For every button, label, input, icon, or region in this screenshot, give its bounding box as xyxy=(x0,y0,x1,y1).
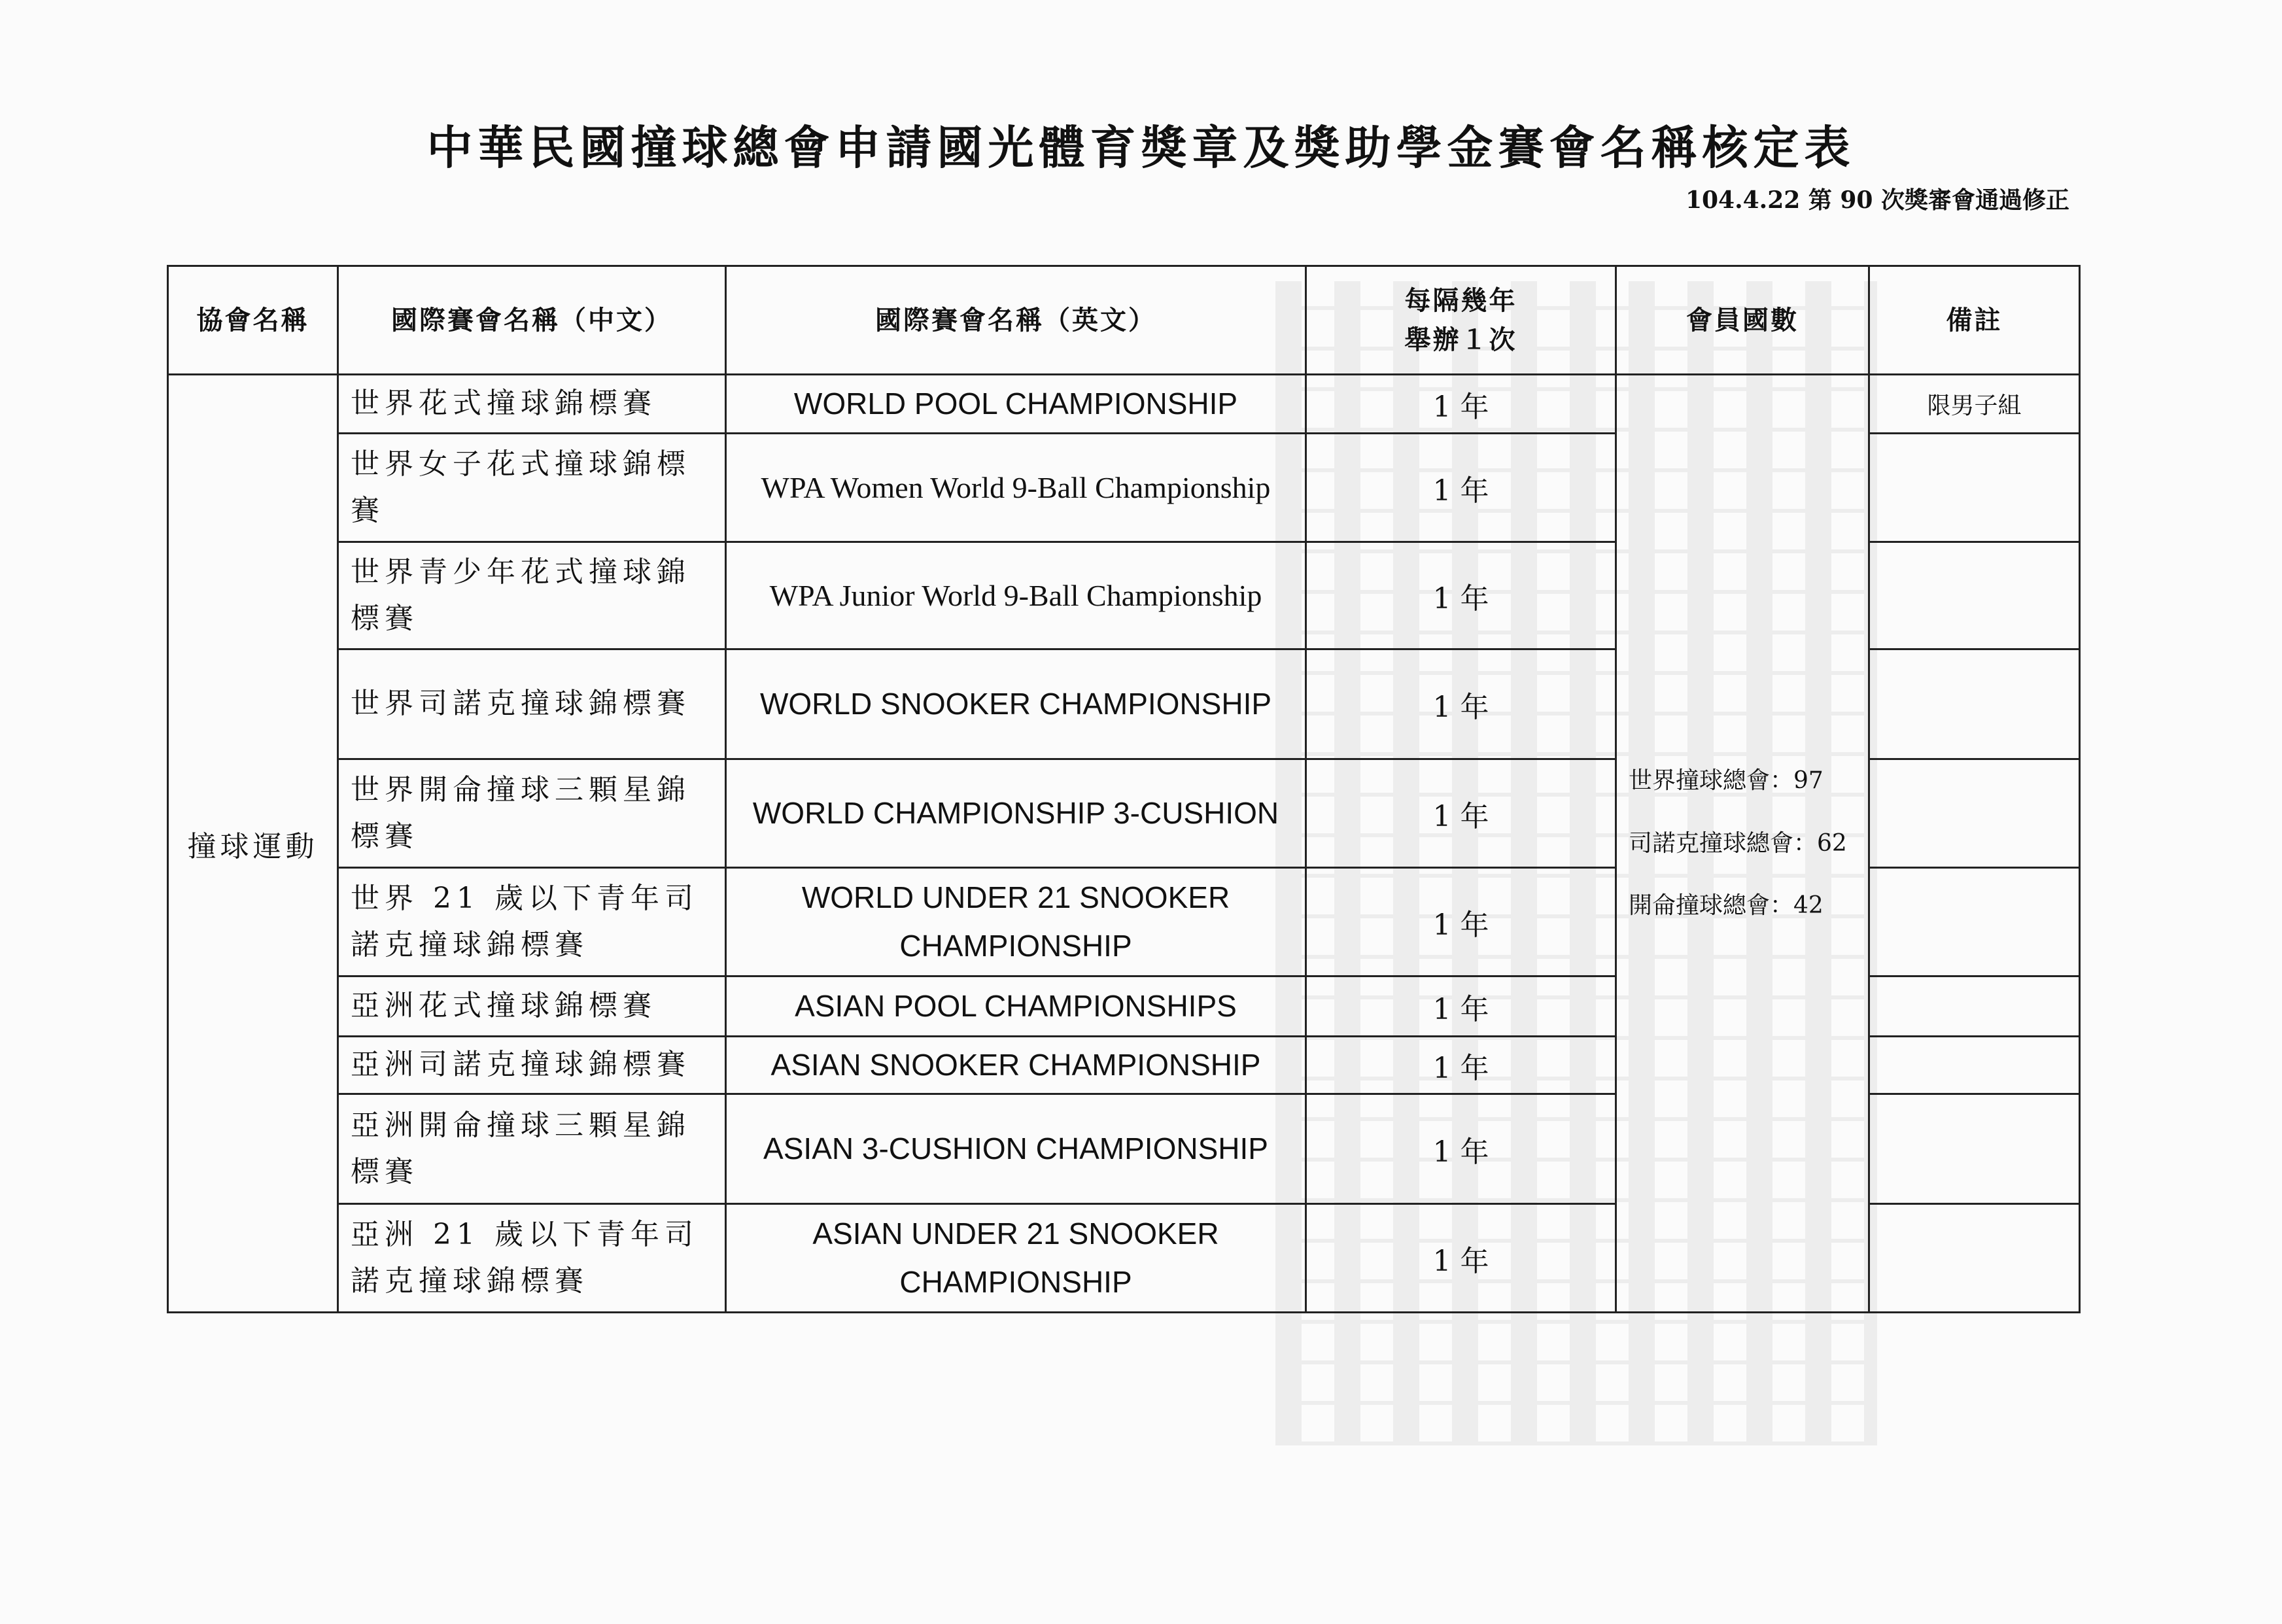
event-frequency: 1 年 xyxy=(1306,1204,1616,1313)
event-name-zh: 世界開侖撞球三顆星錦標賽 xyxy=(338,759,726,868)
event-frequency: 1 年 xyxy=(1306,542,1616,649)
member-count xyxy=(1616,375,1869,1313)
event-name-zh: 世界司諾克撞球錦標賽 xyxy=(338,649,726,759)
event-remark: 限男子組 xyxy=(1869,375,2080,434)
document-title: 中華民國撞球總會申請國光體育獎章及獎助學金賽會名稱核定表 xyxy=(426,121,1856,175)
header-frequency-line1: 每隔幾年 xyxy=(1404,285,1517,316)
association-name: 撞球運動 xyxy=(168,375,338,1313)
event-name-zh: 世界女子花式撞球錦標賽 xyxy=(338,434,726,542)
event-name-zh: 世界青少年花式撞球錦標賽 xyxy=(338,542,726,649)
event-name-zh: 世界 21 歲以下青年司諾克撞球錦標賽 xyxy=(338,868,726,976)
header-frequency-line2: 舉辦１次 xyxy=(1404,324,1517,355)
event-name-en: ASIAN POOL CHAMPIONSHIPS xyxy=(726,976,1306,1037)
event-name-en: WPA Women World 9-Ball Championship xyxy=(726,434,1306,542)
event-remark xyxy=(1869,759,2080,868)
event-name-en: WORLD SNOOKER CHAMPIONSHIP xyxy=(726,649,1306,759)
event-frequency: 1 年 xyxy=(1306,976,1616,1037)
event-remark xyxy=(1869,1094,2080,1204)
event-name-zh: 亞洲花式撞球錦標賽 xyxy=(338,976,726,1037)
event-remark xyxy=(1869,649,2080,759)
member-count-carom: 開侖撞球總會：42 xyxy=(1629,892,1824,920)
event-remark xyxy=(1869,1204,2080,1313)
header-row xyxy=(168,266,2080,375)
event-frequency: 1 年 xyxy=(1306,868,1616,976)
event-name-en: WORLD UNDER 21 SNOOKER CHAMPIONSHIP xyxy=(726,868,1306,976)
event-frequency: 1 年 xyxy=(1306,434,1616,542)
tournament-table xyxy=(167,265,2081,1313)
member-count-snooker: 司諾克撞球總會：62 xyxy=(1629,829,1847,857)
event-name-zh: 亞洲開侖撞球三顆星錦標賽 xyxy=(338,1094,726,1204)
event-frequency: 1 年 xyxy=(1306,1037,1616,1094)
member-count-wpa: 世界撞球總會：97 xyxy=(1629,767,1824,795)
event-remark xyxy=(1869,434,2080,542)
event-frequency: 1 年 xyxy=(1306,759,1616,868)
event-frequency: 1 年 xyxy=(1306,649,1616,759)
event-name-en: WPA Junior World 9-Ball Championship xyxy=(726,542,1306,649)
header-association: 協會名稱 xyxy=(168,266,338,375)
event-name-en: ASIAN 3-CUSHION CHAMPIONSHIP xyxy=(726,1094,1306,1204)
event-name-zh: 亞洲司諾克撞球錦標賽 xyxy=(338,1037,726,1094)
table-row xyxy=(168,375,2080,434)
event-name-en: ASIAN UNDER 21 SNOOKER CHAMPIONSHIP xyxy=(726,1204,1306,1313)
event-frequency: 1 年 xyxy=(1306,375,1616,434)
header-name-en: 國際賽會名稱（英文） xyxy=(726,266,1306,375)
event-name-en: ASIAN SNOOKER CHAMPIONSHIP xyxy=(726,1037,1306,1094)
event-frequency: 1 年 xyxy=(1306,1094,1616,1204)
header-frequency xyxy=(1306,266,1616,375)
event-name-zh: 世界花式撞球錦標賽 xyxy=(338,375,726,434)
event-name-en: WORLD CHAMPIONSHIP 3-CUSHION xyxy=(726,759,1306,868)
event-name-en: WORLD POOL CHAMPIONSHIP xyxy=(726,375,1306,434)
event-remark xyxy=(1869,976,2080,1037)
header-members: 會員國數 xyxy=(1616,266,1869,375)
event-remark xyxy=(1869,868,2080,976)
revision-note: 104.4.22 第 90 次獎審會通過修正 xyxy=(1685,186,2069,214)
event-name-zh: 亞洲 21 歲以下青年司諾克撞球錦標賽 xyxy=(338,1204,726,1313)
header-name-zh: 國際賽會名稱（中文） xyxy=(338,266,726,375)
header-remarks: 備註 xyxy=(1869,266,2080,375)
event-remark xyxy=(1869,1037,2080,1094)
event-remark xyxy=(1869,542,2080,649)
